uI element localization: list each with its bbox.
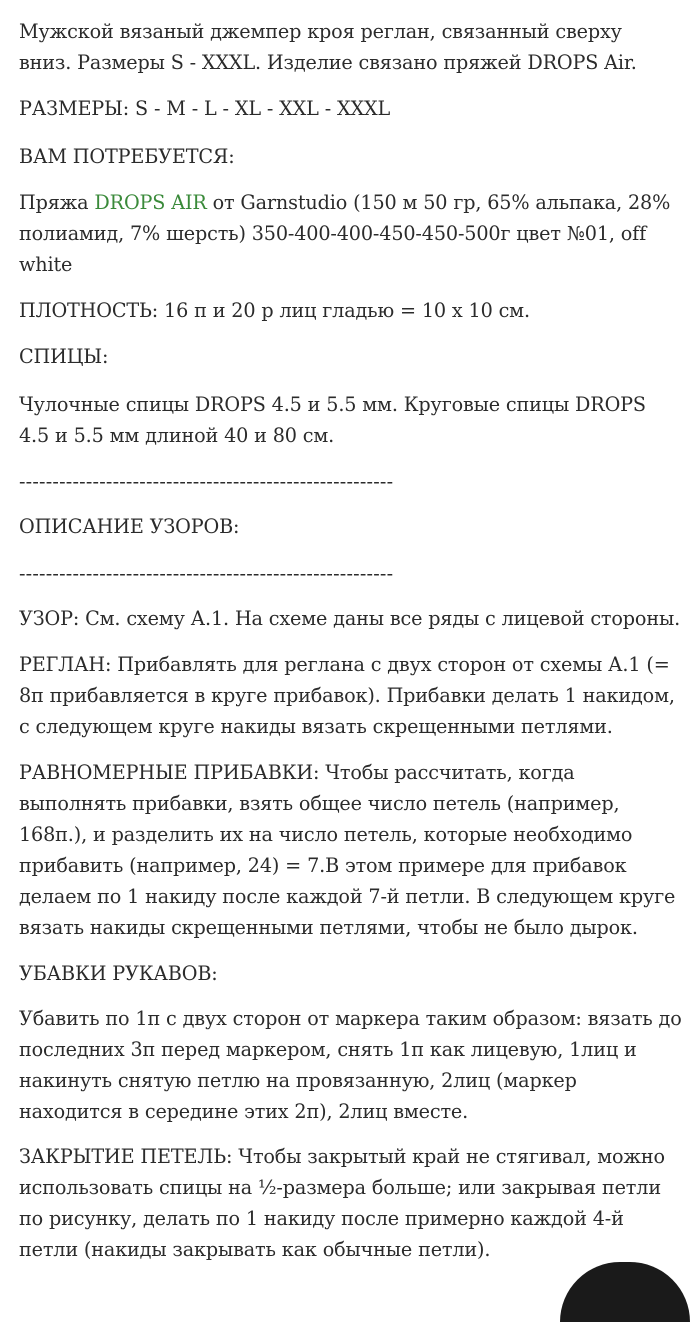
divider-bottom: -------------------------------------------------------- [19,562,394,585]
even-increase-line-5: делаем по 1 накиду после каждой 7-й петли. В следующем круге [19,885,676,908]
raglan-line-1: РЕГЛАН: Прибавлять для реглана с двух сторон от схемы А.1 (= [19,653,670,676]
yarn-prefix: Пряжа [19,191,95,214]
bind-off-line-2: использовать спицы на ½-размера больше; или закрывая петли [19,1176,661,1199]
intro-line-1: Мужской вязаный джемпер кроя реглан, связанный сверху [19,20,622,43]
yarn-line-3: white [19,253,73,276]
even-increase-line-6: вязать накиды скрещенными петлями, чтобы не было дырок. [19,916,638,939]
sleeve-decrease-line-1: Убавить по 1п с двух сторон от маркера таким образом: вязать до [19,1007,682,1030]
even-increase-line-4: прибавить (например, 24) = 7.В этом примере для прибавок [19,854,627,877]
sleeve-decrease-heading: УБАВКИ РУКАВОВ: [19,962,218,985]
divider-top: -------------------------------------------------------- [19,470,394,493]
gauge-line: ПЛОТНОСТЬ: 16 п и 20 р лиц гладью = 10 х 10 см. [19,299,530,322]
patterns-heading: ОПИСАНИЕ УЗОРОВ: [19,515,240,538]
yarn-rest: от Garnstudio (150 м 50 гр, 65% альпака, 28% [206,191,671,214]
even-increase-line-3: 168п.), и разделить их на число петель, которые необходимо [19,823,633,846]
needles-line-1: Чулочные спицы DROPS 4.5 и 5.5 мм. Круговые спицы DROPS [19,393,646,416]
bind-off-line-3: по рисунку, делать по 1 накиду после примерно каждой 4-й [19,1207,624,1230]
sleeve-decrease-line-3: накинуть снятую петлю на провязанную, 2лиц (маркер [19,1069,577,1092]
yarn-line-1 [19,187,670,218]
even-increase-line-2: выполнять прибавки, взять общее число петель (например, [19,792,620,815]
sleeve-decrease-line-2: последних 3п перед маркером, снять 1п как лицевую, 1лиц и [19,1038,637,1061]
yarn-line-2: полиамид, 7% шерсть) 350-400-400-450-450-500г цвет №01, off [19,222,647,245]
needles-heading: СПИЦЫ: [19,345,109,368]
raglan-line-2: 8п прибавляется в круге прибавок). Прибавки делать 1 накидом, [19,684,675,707]
floating-button-edge[interactable] [560,1262,690,1322]
intro-line-2: вниз. Размеры S - XXXL. Изделие связано пряжей DROPS Air. [19,51,637,74]
raglan-line-3: с следующем круге накиды вязать скрещенными петлями. [19,715,613,738]
pattern-line: УЗОР: См. схему А.1. На схеме даны все ряды с лицевой стороны. [19,607,681,630]
bind-off-line-4: петли (накиды закрывать как обычные петли). [19,1238,491,1261]
materials-heading: ВАМ ПОТРЕБУЕТСЯ: [19,145,235,168]
sleeve-decrease-line-4: находится в середине этих 2п), 2лиц вместе. [19,1100,469,1123]
drops-air-link[interactable]: DROPS AIR [94,191,207,214]
sizes-line: РАЗМЕРЫ: S - M - L - XL - XXL - XXXL [19,97,391,120]
needles-line-2: 4.5 и 5.5 мм длиной 40 и 80 см. [19,424,335,447]
even-increase-line-1: РАВНОМЕРНЫЕ ПРИБАВКИ: Чтобы рассчитать, когда [19,761,575,784]
bind-off-line-1: ЗАКРЫТИЕ ПЕТЕЛЬ: Чтобы закрытый край не стягивал, можно [19,1145,665,1168]
